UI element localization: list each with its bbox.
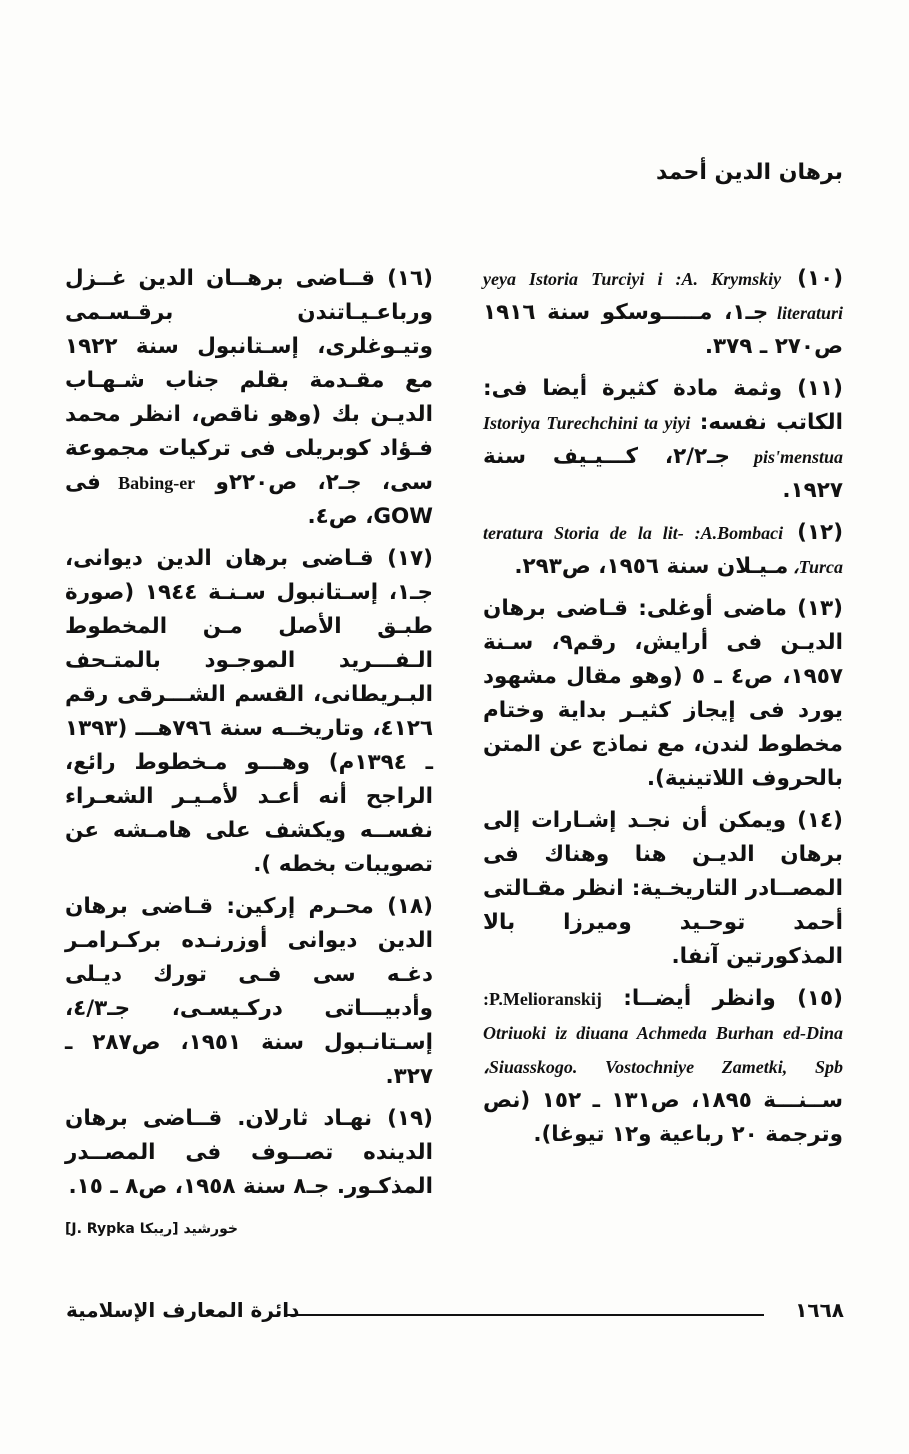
footnote-text: جـ١، مـــــوسكو سنة ١٩١٦ ص٢٧٠ ـ ٣٧٩.: [483, 300, 843, 359]
footnote-text: ســنـــة ١٨٩٥، ص١٣١ ـ ١٥٢ (نص وترجمة ٢٠ رباعية و١٢ تيوغا).: [483, 1088, 844, 1147]
footnote-n11: [483, 372, 843, 508]
footnote-text: (١١) وثمة مادة كثيرة أيضا فى: الكاتب نفسه:: [483, 376, 843, 435]
footnote-text: Istoria Turciyi i :A. Krymskiy: [515, 269, 782, 289]
footnote-n10: [483, 262, 843, 364]
footnote-text: فى GOW، ص٤.: [65, 470, 433, 529]
left-column-notes: [65, 262, 433, 1204]
footnote-n12: [483, 516, 843, 584]
footnote-text: P.Melioranskij:: [483, 989, 602, 1009]
footnote-text: (١٢): [783, 520, 844, 545]
footnote-n18: [65, 890, 433, 1094]
footnote-text: (١٣) ماضى أوغلى: قـاضى برهان الديـن فى أرايش، رقم٩، سـنة ١٩٥٧، ص٤ ـ ٥ (وهو مقال مشهود يورد فى إيجاز كثيـر بداية وختام مخطوط لندن، مع نماذج عن المتن بالحروف اللاتينية).: [483, 596, 843, 791]
footnote-text: (١٤) ويمكن أن نجـد إشـارات إلى برهان الديـن هنا وهناك فى المصــادر التاريخـية: انظر مقـالتى أحمد توحـيد وميرزا بالا المذكورتين آنفا.: [483, 808, 843, 969]
footnote-text: teratura Turca،: [483, 523, 843, 577]
footnote-text: (١٨) محـرم إركين: قـاضى برهان الدين ديوانى أوزرنـده بركـرامـر دغـه سى فـى تورك ديـلى وأدبيـــاتى دركـيسـى، جـ٤/٣، إسـتانـبول سنة ١٩٥١، ص٢٨٧ ـ ٣٢٧.: [65, 894, 433, 1089]
footer-rule: [286, 1314, 764, 1316]
footnote-text: مـيـلان سنة ١٩٥٦، ص٢٩٣.: [514, 554, 789, 579]
footnote-n14: [483, 804, 843, 974]
footnote-text: yeya literaturi: [483, 269, 844, 323]
running-head: برهان الدين أحمد: [656, 160, 843, 185]
footnote-text: (١٩) نهـاد ثارلان. قــاضى برهان الدينده تصــوف فى المصــدر المذكـور. جـ٨ سنة ١٩٥٨، ص٨ ـ ١٥.: [65, 1106, 433, 1199]
footnote-text: (١٧) قـاضى برهان الدين ديوانى، جـ١، إسـتانبول سـنـة ١٩٤٤ (صورة طبـق الأصل مـن المخطوط الـفـــريد الموجـود بالمتـحف البـريطانى، القسم الشـــرقى رقم ٤١٢٦، وتاريخــه سنة ٧٩٦هـــ (١٣٩٣ ـ ١٣٩٤م) وهـــو مـخطوط رائع، الراجح أنه أعـد لأمـيـر الشعـراء نفســه ويكشف على هامـشه عن تصويبات بخطه ).: [65, 546, 434, 877]
footnote-text: pis'menstua: [730, 447, 843, 467]
publication-title: دائرة المعارف الإسلامية: [66, 1298, 300, 1322]
footnote-n16: [65, 262, 433, 534]
footnote-text: Storia de la lit- :A.Bombaci: [543, 523, 784, 543]
footnote-text: (١٥) وانظر أيضــا:: [601, 986, 843, 1011]
footnote-n19: [65, 1102, 433, 1204]
footnote-text: Babing-er: [100, 473, 196, 493]
footnote-text: (١٠): [781, 266, 844, 291]
page-footer: [66, 1298, 844, 1328]
footnote-n15: [483, 982, 843, 1152]
right-column: [483, 262, 843, 1160]
footnote-text: (١٦) قــاضى برهــان الدين غــزل ورباعـيـاتندن برقـسـمى وتيـوغلرى، إسـتانبول سنة ١٩٢٢ مع مقـدمة بقلم جناب شـهـاب الديـن بك (وهو ناقص، انظر محمد فـؤاد كوبريلى فى تركيات مجموعة سى، جـ٢، ص٢٢٠و: [65, 266, 433, 495]
footnote-text: جـ٢/٢، كـــيـيف سنة ١٩٢٧.: [483, 444, 843, 503]
author-signature: خورشيد [ريبكا J. Rypka]: [65, 1221, 238, 1237]
page-number: ١٦٦٨: [795, 1298, 844, 1322]
footnote-n17: [65, 542, 433, 882]
footnote-text: Otriuoki iz diuana Achmeda Burhan ed-Dina Siuasskogo. Vostochniye Zametki, Spb،: [483, 1023, 843, 1077]
footnote-n13: [483, 592, 843, 796]
left-column: [65, 262, 433, 1246]
footnote-text: Istoriya Turechchini ta yiyi: [483, 413, 691, 433]
